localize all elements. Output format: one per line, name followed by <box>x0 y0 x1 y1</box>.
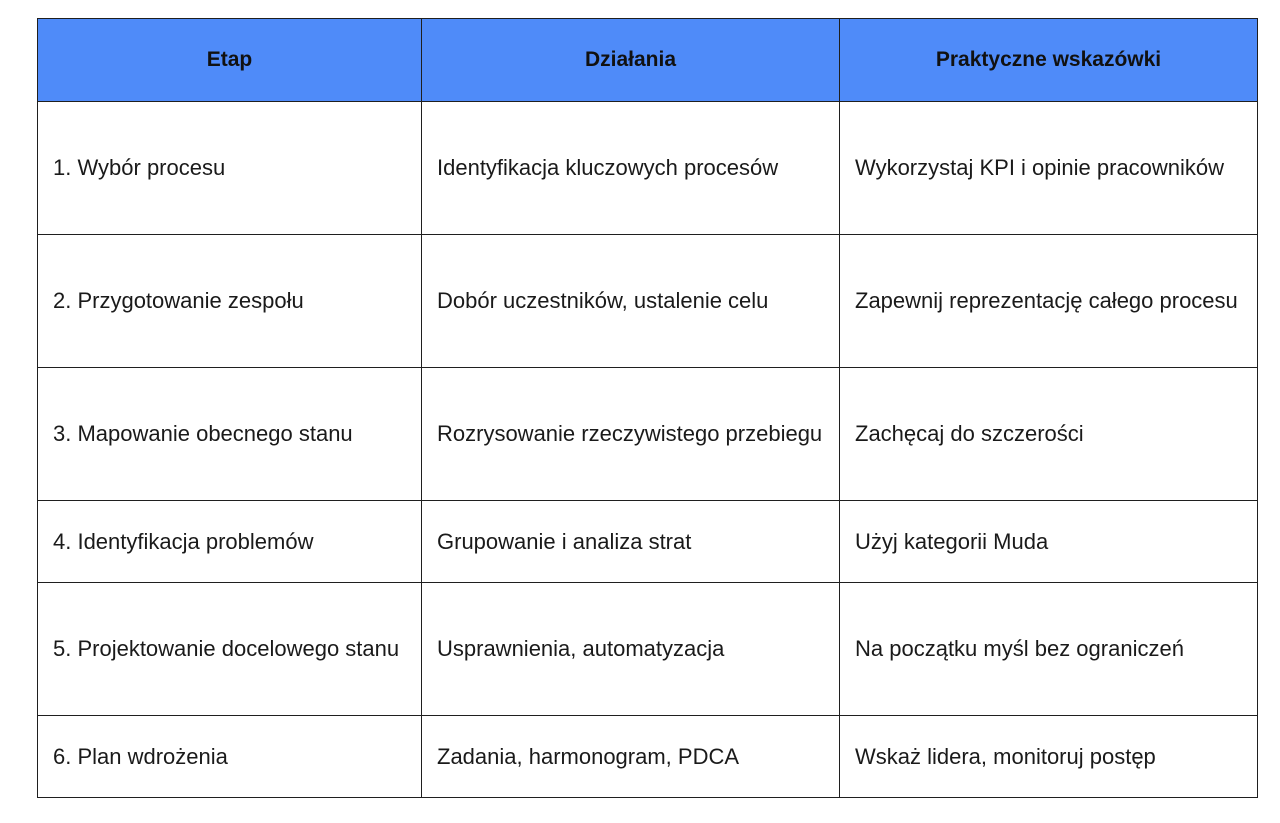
header-etap: Etap <box>38 19 422 102</box>
cell-dzialania: Usprawnienia, automatyzacja <box>422 583 840 716</box>
cell-dzialania: Grupowanie i analiza strat <box>422 501 840 583</box>
header-wskazowki: Praktyczne wskazówki <box>840 19 1258 102</box>
table-row <box>38 501 1258 583</box>
table-row <box>38 583 1258 716</box>
cell-dzialania: Identyfikacja kluczowych procesów <box>422 102 840 235</box>
table-body <box>38 102 1258 798</box>
table-header <box>38 19 1258 102</box>
cell-dzialania: Rozrysowanie rzeczywistego przebiegu <box>422 368 840 501</box>
table-row <box>38 102 1258 235</box>
table-row <box>38 235 1258 368</box>
cell-wskazowki: Wykorzystaj KPI i opinie pracowników <box>840 102 1258 235</box>
cell-dzialania: Zadania, harmonogram, PDCA <box>422 716 840 798</box>
table-row <box>38 368 1258 501</box>
table-row <box>38 716 1258 798</box>
cell-etap: 4. Identyfikacja problemów <box>38 501 422 583</box>
cell-etap: 1. Wybór procesu <box>38 102 422 235</box>
process-table <box>37 18 1258 798</box>
cell-wskazowki: Zachęcaj do szczerości <box>840 368 1258 501</box>
cell-etap: 2. Przygotowanie zespołu <box>38 235 422 368</box>
cell-wskazowki: Na początku myśl bez ograniczeń <box>840 583 1258 716</box>
cell-etap: 5. Projektowanie docelowego stanu <box>38 583 422 716</box>
header-row <box>38 19 1258 102</box>
cell-wskazowki: Użyj kategorii Muda <box>840 501 1258 583</box>
cell-dzialania: Dobór uczestników, ustalenie celu <box>422 235 840 368</box>
cell-etap: 3. Mapowanie obecnego stanu <box>38 368 422 501</box>
cell-wskazowki: Wskaż lidera, monitoruj postęp <box>840 716 1258 798</box>
cell-wskazowki: Zapewnij reprezentację całego procesu <box>840 235 1258 368</box>
header-dzialania: Działania <box>422 19 840 102</box>
cell-etap: 6. Plan wdrożenia <box>38 716 422 798</box>
